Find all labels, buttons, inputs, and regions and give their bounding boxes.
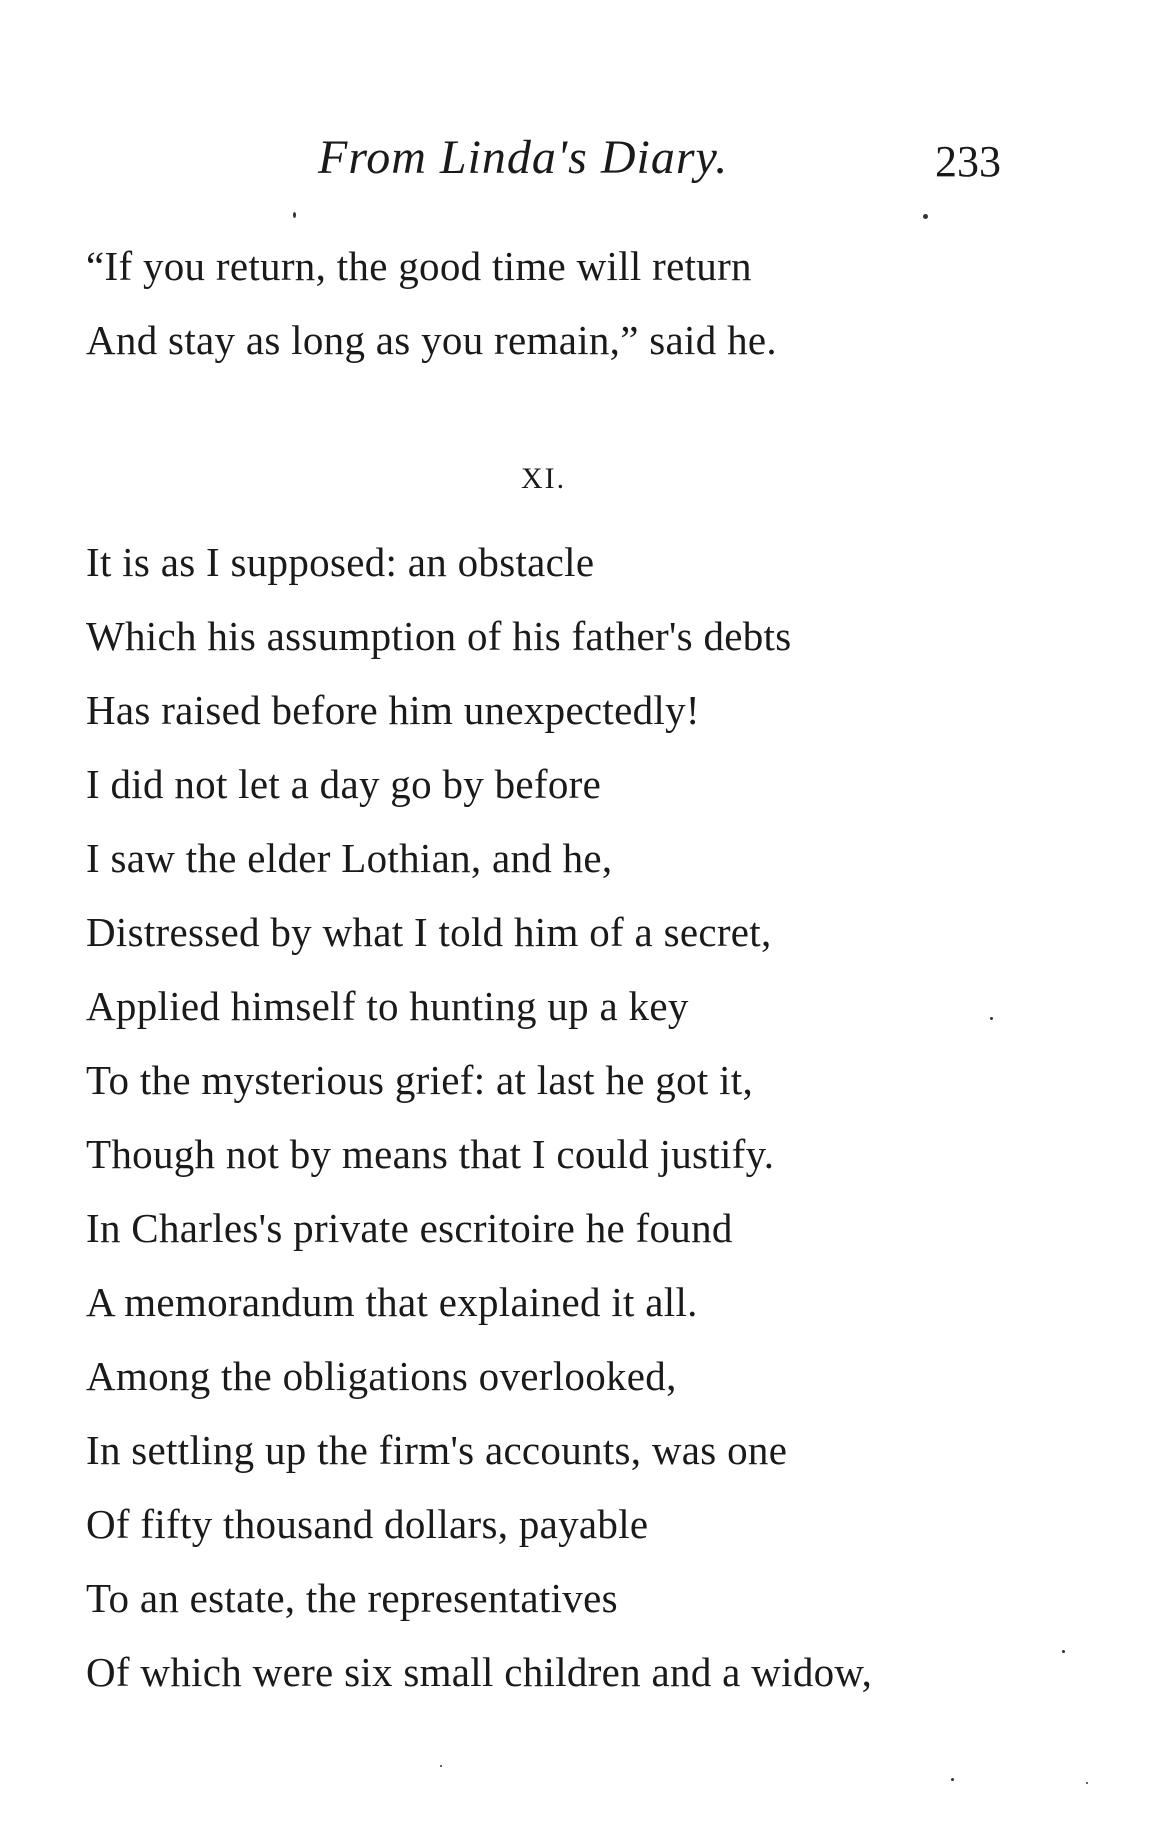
verse-line: Among the obligations overlooked, bbox=[86, 1353, 677, 1399]
page-number: 233 bbox=[935, 137, 1001, 186]
verse-line: Applied himself to hunting up a key bbox=[86, 983, 689, 1029]
scan-speck bbox=[990, 1017, 993, 1020]
scan-speck bbox=[440, 1765, 442, 1767]
verse-line: I did not let a day go by before bbox=[86, 761, 602, 807]
verse-line: “If you return, the good time will return bbox=[86, 243, 752, 289]
verse-line: Though not by means that I could justify. bbox=[86, 1131, 775, 1177]
verse-line: Has raised before him unexpectedly! bbox=[86, 687, 700, 733]
verse-line: Of fifty thousand dollars, payable bbox=[86, 1501, 649, 1547]
scan-speck bbox=[1086, 1782, 1088, 1784]
scan-speck bbox=[951, 1778, 954, 1781]
verse-line: Distressed by what I told him of a secret, bbox=[86, 909, 772, 955]
verse-line: It is as I supposed: an obstacle bbox=[86, 539, 595, 585]
verse-line: To the mysterious grief: at last he got it, bbox=[86, 1057, 754, 1103]
verse-line: To an estate, the representatives bbox=[86, 1575, 618, 1621]
verse-line: And stay as long as you remain,” said he. bbox=[86, 317, 777, 363]
scan-speck bbox=[293, 212, 296, 218]
verse-line: Of which were six small children and a widow, bbox=[86, 1649, 873, 1695]
verse-line: In Charles's private escritoire he found bbox=[86, 1205, 733, 1251]
section-heading: XI. bbox=[521, 462, 567, 495]
verse-line: In settling up the firm's accounts, was one bbox=[86, 1427, 788, 1473]
verse-line: A memorandum that explained it all. bbox=[86, 1279, 698, 1325]
verse-line: I saw the elder Lothian, and he, bbox=[86, 835, 613, 881]
scan-speck bbox=[1062, 1650, 1065, 1653]
scan-speck bbox=[923, 214, 928, 219]
running-title: From Linda's Diary. bbox=[318, 131, 729, 184]
verse-line: Which his assumption of his father's debts bbox=[86, 613, 792, 659]
